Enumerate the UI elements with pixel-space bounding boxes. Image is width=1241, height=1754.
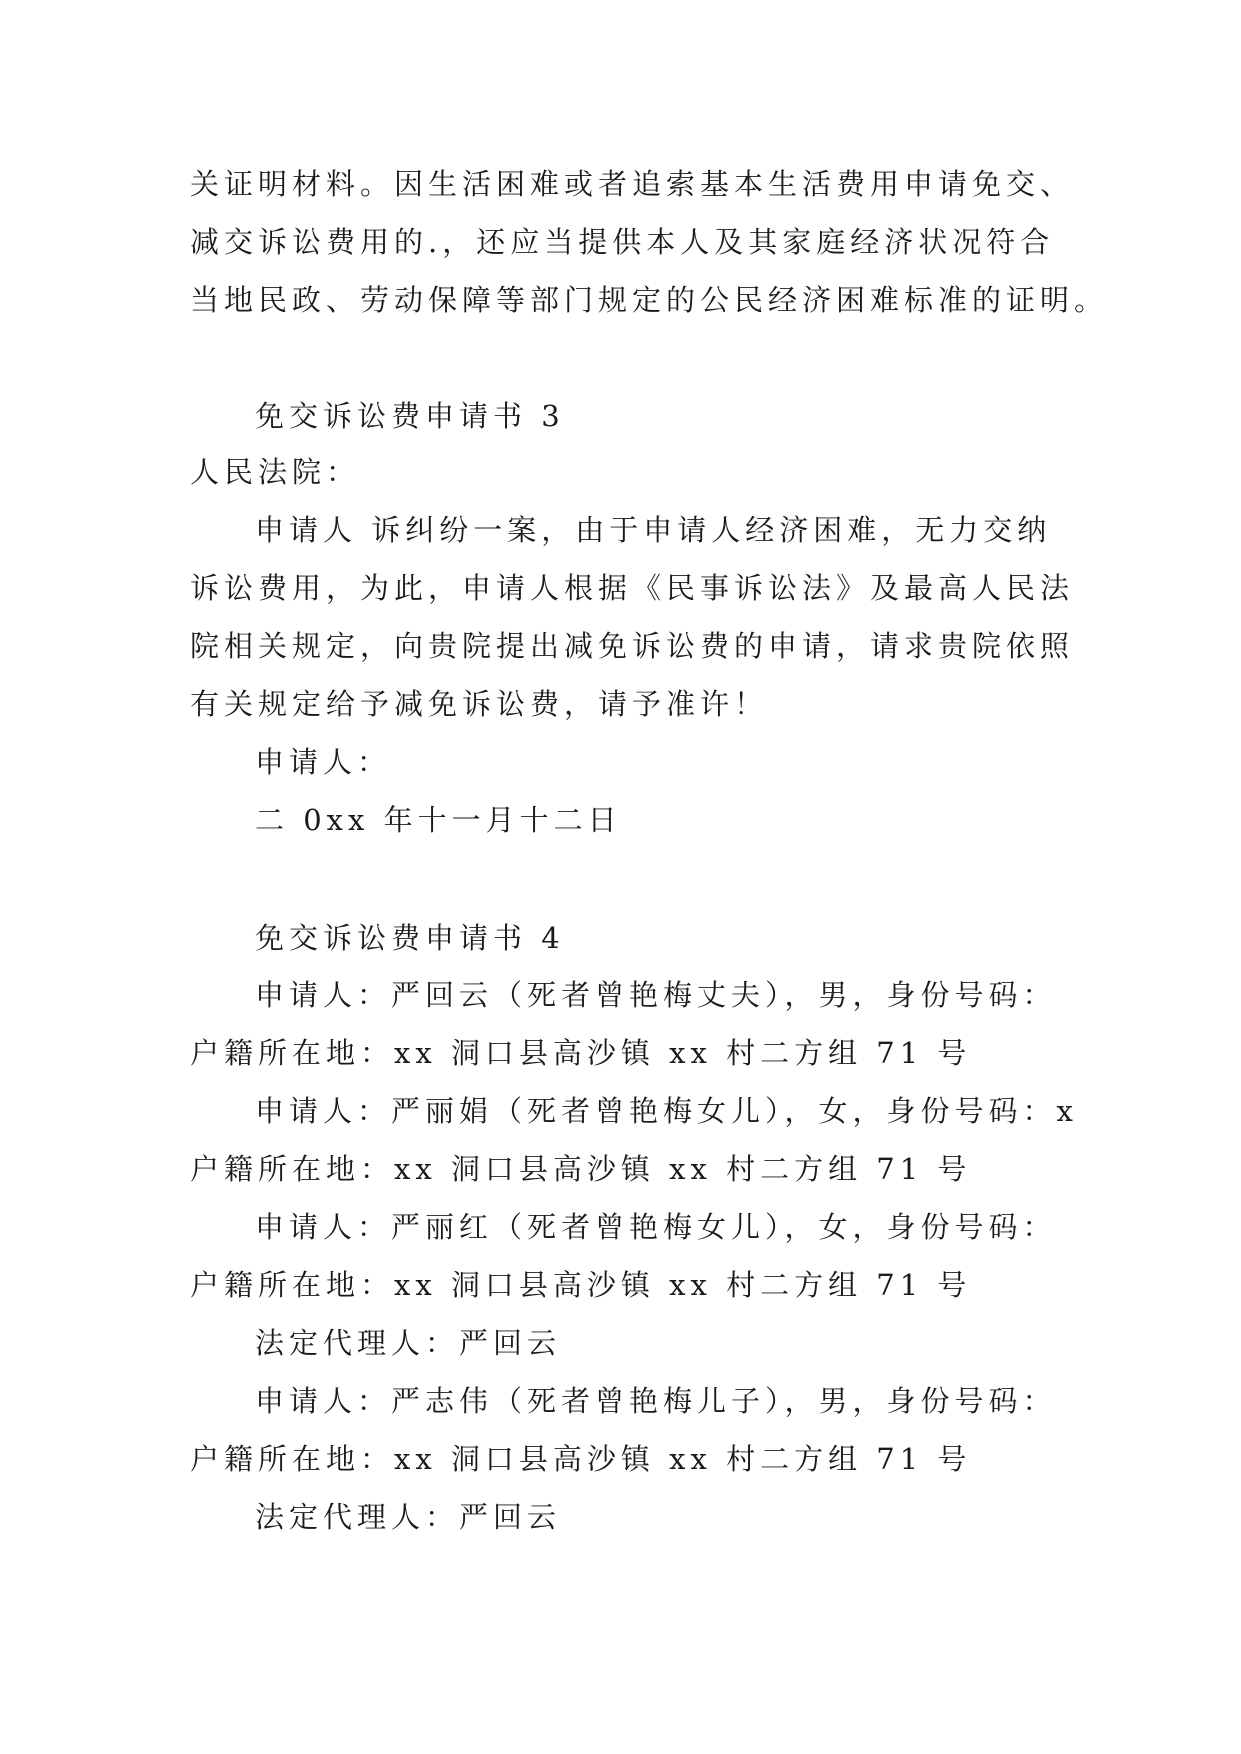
section-3-addressee: 人民法院： — [190, 455, 361, 489]
section-4-line: 法定代理人：严回云 — [255, 1500, 562, 1534]
intro-line: 当地民政、劳动保障等部门规定的公民经济困难标准的证明。 — [190, 283, 1109, 317]
section-4-line: 法定代理人：严回云 — [255, 1326, 562, 1360]
section-4-line: 申请人：严回云（死者曾艳梅丈夫），男，身份号码： — [255, 978, 1057, 1012]
section-4-line: 申请人：严丽娟（死者曾艳梅女儿），女，身份号码：x — [255, 1094, 1078, 1128]
section-3-body-line: 诉讼费用，为此，申请人根据《民事诉讼法》及最高人民法 — [190, 571, 1075, 605]
intro-line: 关证明材料。因生活困难或者追索基本生活费用申请免交、 — [190, 167, 1075, 201]
section-3-date: 二 0xx 年十一月十二日 — [255, 803, 622, 837]
section-4-line: 户籍所在地：xx 洞口县高沙镇 xx 村二方组 71 号 — [190, 1036, 972, 1070]
section-4-line: 户籍所在地：xx 洞口县高沙镇 xx 村二方组 71 号 — [190, 1152, 972, 1186]
intro-line: 减交诉讼费用的.，还应当提供本人及其家庭经济状况符合 — [190, 225, 1055, 259]
section-4-line: 申请人：严丽红（死者曾艳梅女儿），女，身份号码： — [255, 1210, 1057, 1244]
section-3-body-line: 院相关规定，向贵院提出减免诉讼费的申请，请求贵院依照 — [190, 629, 1075, 663]
section-4-line: 户籍所在地：xx 洞口县高沙镇 xx 村二方组 71 号 — [190, 1442, 972, 1476]
section-4-line: 申请人：严志伟（死者曾艳梅儿子），男，身份号码： — [255, 1384, 1057, 1418]
section-3-body-line: 有关规定给予减免诉讼费，请予准许！ — [190, 687, 769, 721]
section-3-title: 免交诉讼费申请书 3 — [255, 399, 565, 433]
section-3-body-line: 申请人 诉纠纷一案，由于申请人经济困难，无力交纳 — [255, 513, 1052, 547]
section-3-signature-label: 申请人： — [255, 745, 392, 779]
section-4-title: 免交诉讼费申请书 4 — [255, 921, 565, 955]
section-4-line: 户籍所在地：xx 洞口县高沙镇 xx 村二方组 71 号 — [190, 1268, 972, 1302]
